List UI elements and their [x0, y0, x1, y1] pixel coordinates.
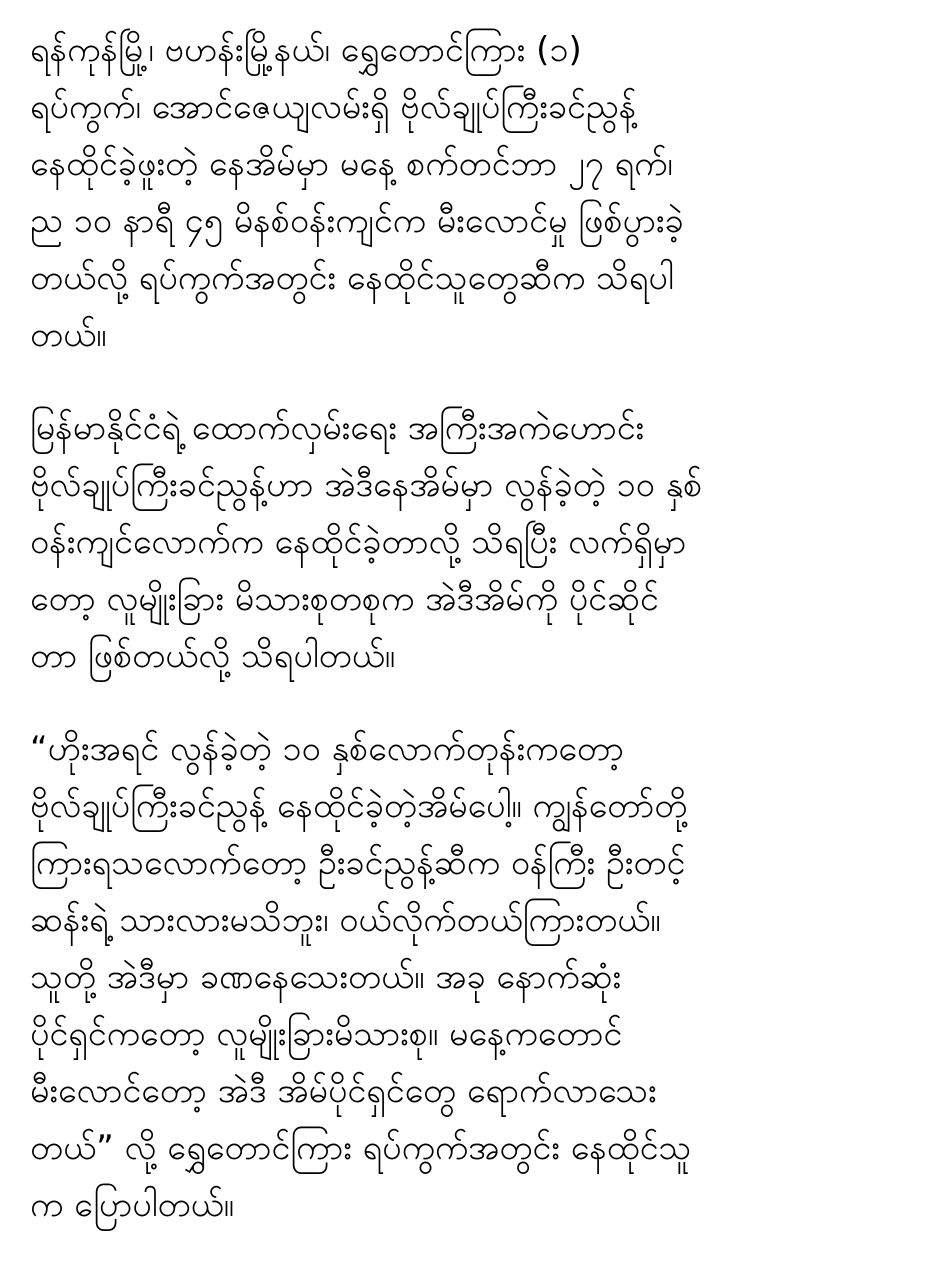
text-line: တာ ဖြစ်တယ်လို့ သိရပါတယ်။	[30, 636, 396, 676]
text-line: မီးလောင်တော့ အဲဒီ အိမ်ပိုင်ရှင်တွေ ရောက်လာသေး	[30, 1071, 657, 1111]
text-line: ဝန်းကျင်လောက်က နေထိုင်ခဲ့တာလို့ သိရပြီး လက်ရှိမှာ	[30, 522, 687, 562]
text-line: ရပ်ကွက်၊ အောင်ဇေယျလမ်းရှိ ဗိုလ်ချုပ်ကြီးခင်ညွန့်	[30, 87, 637, 127]
text-line: တယ်လို့ ရပ်ကွက်အတွင်း နေထိုင်သူတွေဆီက သိရပါ	[30, 258, 674, 298]
text-line: တယ်” လို့ ရွှေတောင်ကြား ရပ်ကွက်အတွင်း နေထိုင်သူ	[30, 1128, 692, 1168]
text-line: ည ၁၀ နာရီ ၄၅ မိနစ်ဝန်းကျင်က မီးလောင်မှု ဖြစ်ပွားခဲ့	[30, 201, 684, 241]
text-line: ဗိုလ်ချုပ်ကြီးခင်ညွန့်ဟာ အဲဒီနေအိမ်မှာ လွန်ခဲ့တဲ့ ၁၀ နှစ်	[30, 465, 703, 505]
text-line: က ပြောပါတယ်။	[30, 1185, 234, 1225]
paragraph-2	[30, 400, 910, 685]
paragraph-1	[30, 22, 910, 364]
text-line: ကြားရသလောက်တော့ ဦးခင်ညွန့်ဆီက ဝန်ကြီး ဦးတင့်	[30, 843, 686, 883]
text-line: ပိုင်ရှင်ကတော့ လူမျိုးခြားမိသားစု။ မနေ့ကတောင်	[30, 1014, 623, 1054]
paragraph-3	[30, 721, 910, 1234]
text-line: ဆန်းရဲ့ သားလားမသိဘူး၊ ဝယ်လိုက်တယ်ကြားတယ်။	[30, 900, 661, 940]
text-line: မြန်မာနိုင်ငံရဲ့ ထောက်လှမ်းရေး အကြီးအကဲဟောင်း	[30, 408, 645, 448]
text-line: တယ်။	[30, 315, 107, 355]
text-line: ဗိုလ်ချုပ်ကြီးခင်ညွန့် နေထိုင်ခဲ့တဲ့အိမ်ပေါ့။ ကျွန်တော်တို့	[30, 786, 688, 826]
text-line: ရန်ကုန်မြို့၊ ဗဟန်းမြို့နယ်၊ ရွှေတောင်ကြား (၁)	[30, 30, 582, 70]
text-line: နေထိုင်ခဲ့ဖူးတဲ့ နေအိမ်မှာ မနေ့ စက်တင်ဘာ ၂၇ ရက်၊	[30, 144, 673, 184]
text-line: သူတို့ အဲဒီမှာ ခဏနေသေးတယ်။ အခု နောက်ဆုံး	[30, 957, 622, 997]
text-line: “ဟိုးအရင် လွန်ခဲ့တဲ့ ၁၀ နှစ်လောက်တုန်းကတော့	[30, 729, 624, 769]
text-line: တော့ လူမျိုးခြား မိသားစုတစုက အဲဒီအိမ်ကို ပိုင်ဆိုင်	[30, 579, 659, 619]
